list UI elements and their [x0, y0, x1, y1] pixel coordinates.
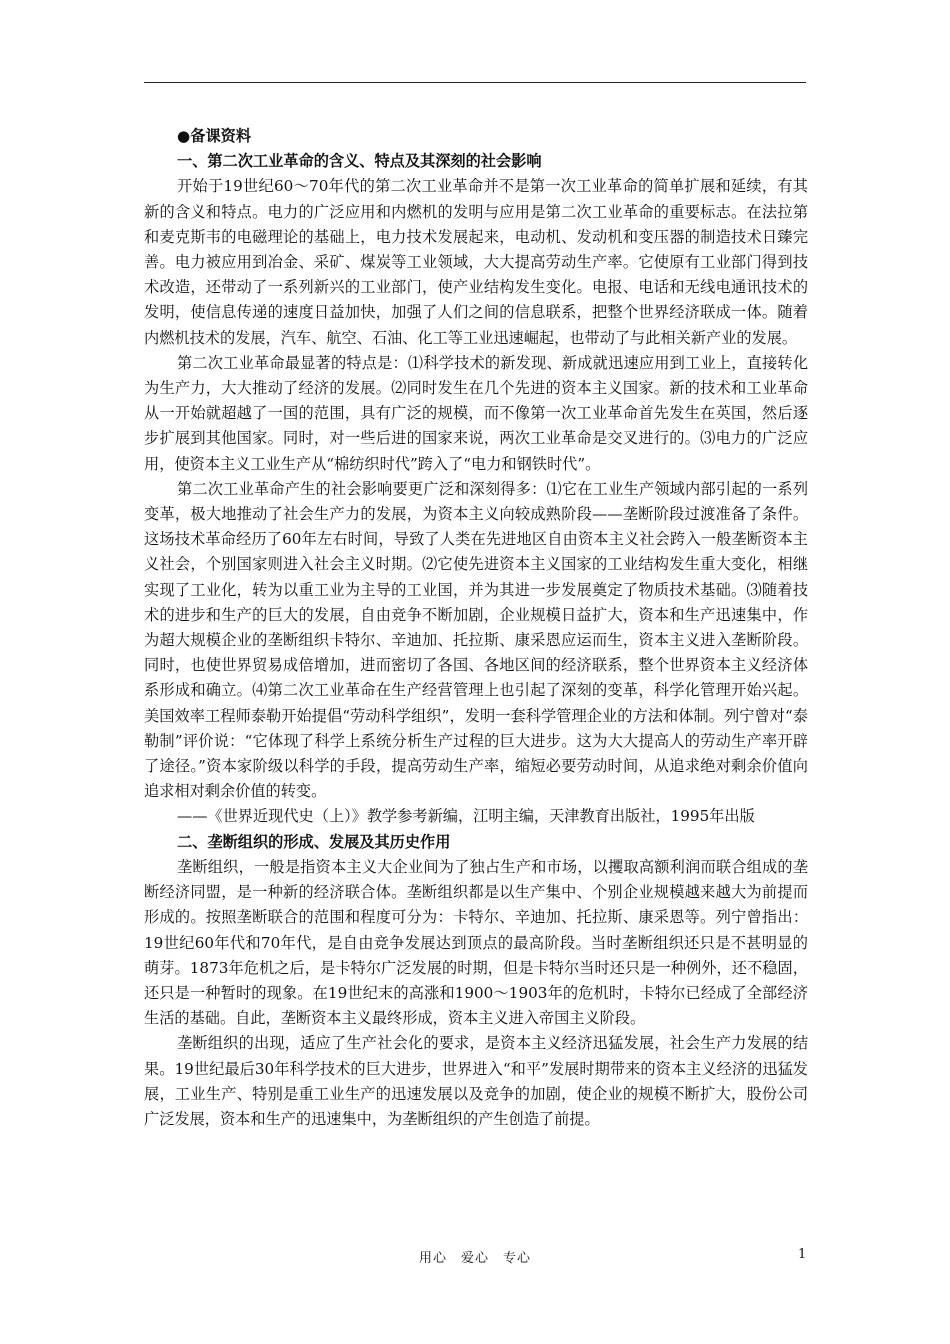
- paragraph: 开始于19世纪60～70年代的第二次工业革命并不是第一次工业革命的简单扩展和延续，有其新的含义和特点。电力的广泛应用和内燃机的发明与应用是第二次工业革命的重要标志。在法拉第和麦克斯韦的电磁理论的基础上，电力技术发展起来，电动机、发动机和变压器的制造技术日臻完善。电力被应用到冶金、采矿、煤炭等工业领域，大大提高劳动生产率。它使原有工业部门得到技术改造，还带动了一系列新兴的工业部门，使产业结构发生变化。电报、电话和无线电通讯技术的发明，使信息传递的速度日益加快，加强了人们之间的信息联系，把整个世界经济联成一体。随着内燃机技术的发展，汽车、航空、石油、化工等工业迅速崛起，也带动了与此相关新产业的发展。: [144, 177, 808, 347]
- paragraph: 第二次工业革命产生的社会影响要更广泛和深刻得多：⑴它在工业生产领域内部引起的一系列变革，极大地推动了社会生产力的发展，为资本主义向较成熟阶段——垄断阶段过渡准备了条件。这场技术革命经历了60年左右时间，导致了人类在先进地区自由资本主义社会跨入一般垄断资本主义社会，个别国家则进入社会主义时期。⑵它使先进资本主义国家的工业结构发生重大变化，相继实现了工业化，转为以重工业为主导的工业国，并为其进一步发展奠定了物质技术基础。⑶随着技术的进步和生产的巨大的发展，自由竞争不断加剧，企业规模日益扩大，资本和生产迅速集中，作为超大规模企业的垄断组织卡特尔、辛迪加、托拉斯、康采恩应运而生，资本主义进入垄断阶段。同时，也使世界贸易成倍增加，进而密切了各国、各地区间的经济联系，整个世界资本主义经济体系形成和确立。⑷第二次工业革命在生产经营管理上也引起了深刻的变革，科学化管理开始兴起。美国效率工程师泰勒开始提倡“劳动科学组织”，发明一套科学管理企业的方法和体制。列宁曾对“泰勒制”评价说：“它体现了科学上系统分析生产过程的巨大进步。这为大大提高人的劳动生产率开辟了途径。”资本家阶级以科学的手段，提高劳动生产率，缩短必要劳动时间，从追求绝对剩余价值向追求相对剩余价值的转变。: [144, 479, 808, 801]
- document-body: [144, 124, 808, 1132]
- section-label: ●备课资料: [177, 127, 252, 145]
- heading-part2: 二、垄断组织的形成、发展及其历史作用: [177, 832, 451, 851]
- heading-part1: 一、第二次工业革命的含义、特点及其深刻的社会影响: [177, 152, 542, 171]
- paragraph: 垄断组织的出现，适应了生产社会化的要求，是资本主义经济迅猛发展，社会生产力发展的结果。19世纪最后30年科学技术的巨大进步，世界进入“和平”发展时期带来的资本主义经济的迅猛发展，工业生产、特别是重工业生产的迅速发展以及竞争的加剧，使企业的规模不断扩大，股份公司广泛发展，资本和生产的迅速集中，为垄断组织的产生创造了前提。: [144, 1034, 808, 1128]
- footer-text: 用心 爱心 专心: [418, 1251, 531, 1266]
- paragraph: 第二次工业革命最显著的特点是：⑴科学技术的新发现、新成就迅速应用到工业上，直接转化为生产力，大大推动了经济的发展。⑵同时发生在几个先进的资本主义国家。新的技术和工业革命从一开始就超越了一国的范围，具有广泛的规模，而不像第一次工业革命首先发生在英国，然后逐步扩展到其他国家。同时，对一些后进的国家来说，两次工业革命是交叉进行的。⑶电力的广泛应用，使资本主义工业生产从“棉纺织时代”跨入了“电力和钢铁时代”。: [144, 353, 808, 473]
- source-citation: ——《世界近现代史（上）》教学参考新编，江明主编，天津教育出版社，1995年出版: [177, 807, 755, 826]
- header-rule: [144, 82, 806, 83]
- page-number: 1: [798, 1247, 807, 1262]
- paragraph: 垄断组织，一般是指资本主义大企业间为了独占生产和市场，以攫取高额利润而联合组成的垄断经济同盟，是一种新的经济联合体。垄断组织都是以生产集中、个别企业规模越来越大为前提而形成的。按照垄断联合的范围和程度可分为：卡特尔、辛迪加、托拉斯、康采恩等。列宁曾指出：19世纪60年代和70年代，是自由竞争发展达到顶点的最高阶段。当时垄断组织还只是不甚明显的萌芽。1873年危机之后，是卡特尔广泛发展的时期，但是卡特尔当时还只是一种例外，还不稳固，还只是一种暂时的现象。在19世纪末的高涨和1900～1903年的危机时，卡特尔已经成了全部经济生活的基础。自此，垄断资本主义最终形成，资本主义进入帝国主义阶段。: [144, 857, 808, 1028]
